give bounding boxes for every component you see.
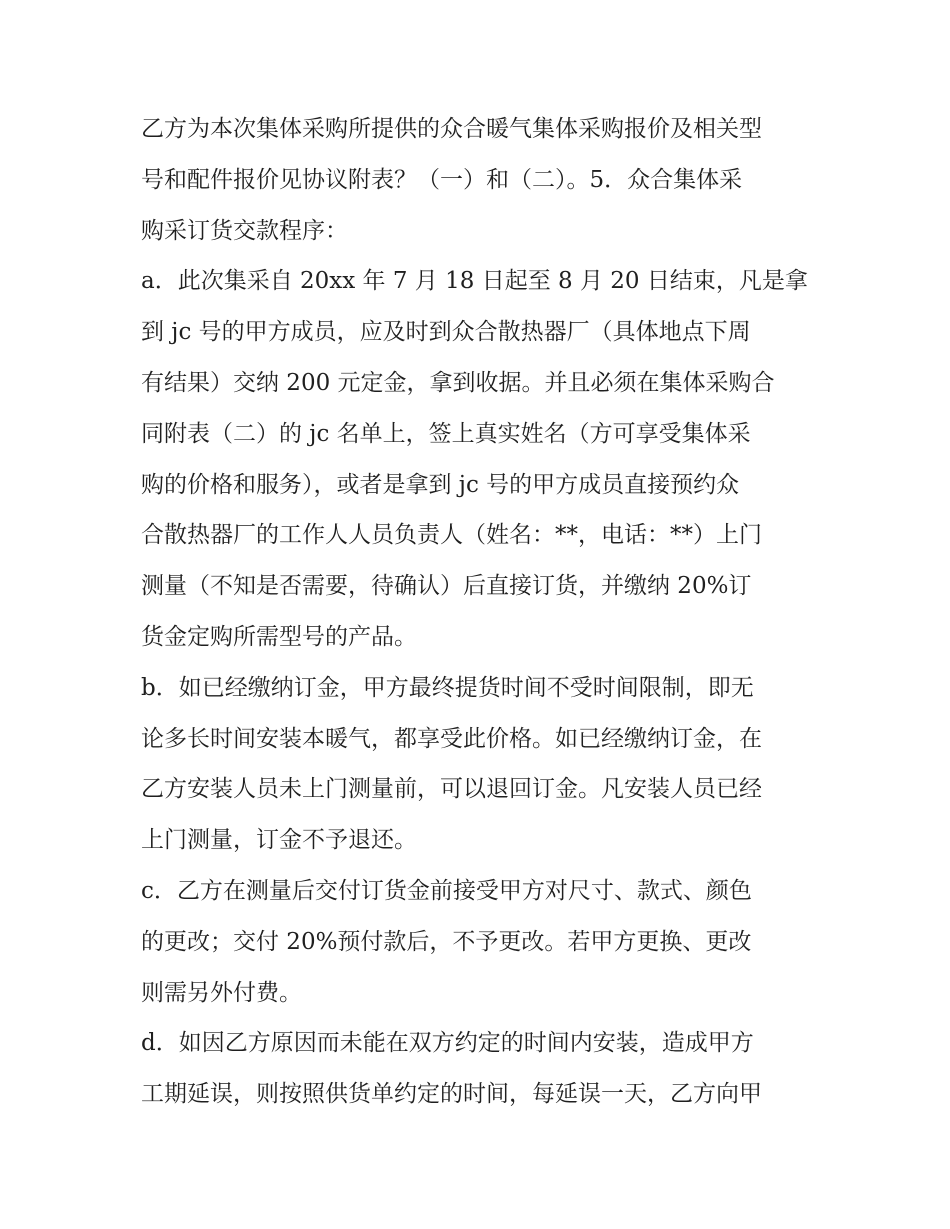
- text-line: 上门测量，订金不予退还。: [141, 827, 417, 854]
- text-line: d．如因乙方原因而未能在双方约定的时间内安装，造成甲方: [141, 1030, 754, 1057]
- text-line: 合散热器厂的工作人人员负责人（姓名：**，电话：**）上门: [141, 522, 762, 549]
- text-line: 货金定购所需型号的产品。: [141, 623, 417, 650]
- text-line: 号和配件报价见协议附表？（一）和（二）。5．众合集体采: [141, 166, 743, 193]
- text-line: 测量（不知是否需要，待确认）后直接订货，并缴纳 20%订: [141, 573, 752, 600]
- document-body: [141, 104, 821, 1120]
- text-line: 有结果）交纳 200 元定金，拿到收据。并且必须在集体采购合: [141, 369, 775, 396]
- paragraph-item-a: [141, 256, 821, 662]
- text-line: 乙方安装人员未上门测量前，可以退回订金。凡安装人员已经: [141, 776, 762, 803]
- text-line: 则需另外付费。: [141, 979, 302, 1006]
- text-line: c．乙方在测量后交付订货金前接受甲方对尺寸、款式、颜色: [141, 877, 752, 904]
- text-line: 购的价格和服务），或者是拿到 jc 号的甲方成员直接预约众: [141, 471, 740, 498]
- text-line: 乙方为本次集体采购所提供的众合暖气集体采购报价及相关型: [141, 116, 762, 142]
- text-line: 论多长时间安装本暖气，都享受此价格。如已经缴纳订金，在: [141, 725, 762, 752]
- text-line: a．此次集采自 20xx 年 7 月 18 日起至 8 月 20 日结束，凡是拿: [141, 268, 808, 295]
- text-line: 同附表（二）的 jc 名单上，签上真实姓名（方可享受集体采: [141, 420, 751, 447]
- text-line: 的更改；交付 20%预付款后，不予更改。若甲方更换、更改: [141, 928, 752, 955]
- text-line: 到 jc 号的甲方成员，应及时到众合散热器厂（具体地点下周: [141, 319, 751, 346]
- text-line: b．如已经缴纳订金，甲方最终提货时间不受时间限制，即无: [141, 674, 754, 701]
- text-line: 工期延误，则按照供货单约定的时间，每延误一天，乙方向甲: [141, 1081, 762, 1108]
- paragraph-item-b: [141, 663, 821, 866]
- text-line: 购采订货交款程序：: [141, 217, 348, 244]
- paragraph-item-d: [141, 1018, 821, 1120]
- paragraph-intro: [141, 104, 821, 256]
- paragraph-item-c: [141, 866, 821, 1018]
